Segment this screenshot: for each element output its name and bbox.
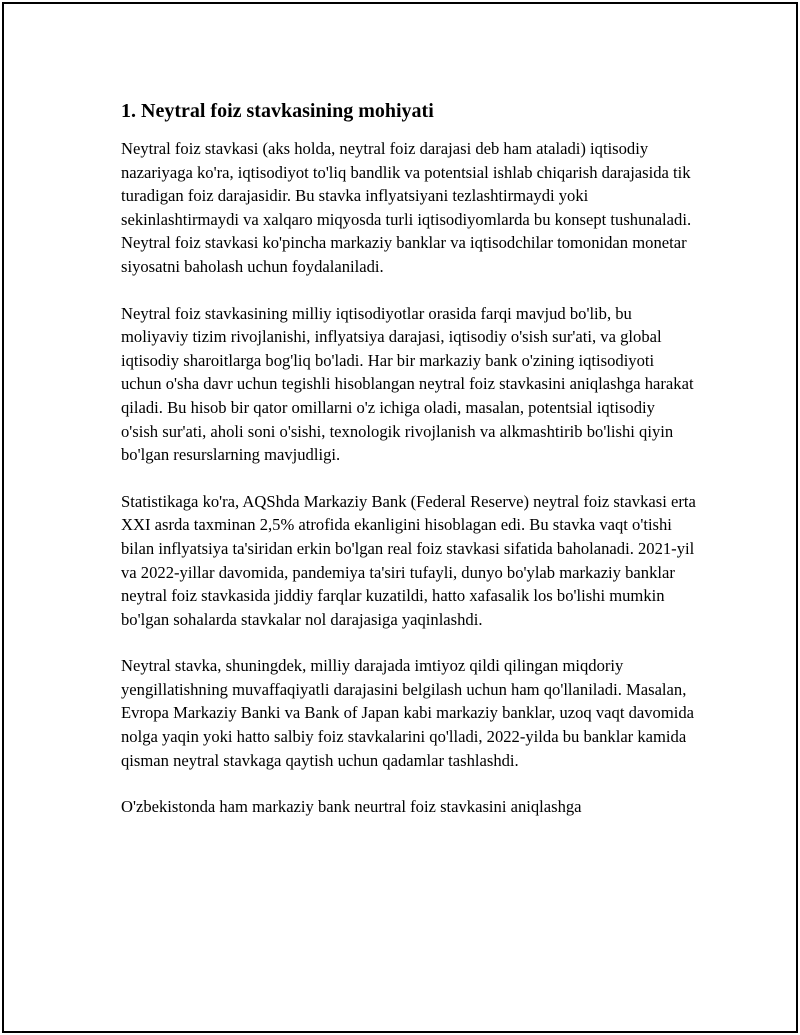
paragraph-2: Neytral foiz stavkasining milliy iqtisodiyotlar orasida farqi mavjud bo'lib, bu moliyaviy tizim rivojlanishi, inflyatsiya darajasi, iqtisodiy o'sish sur'ati, va global iqtisodiy sharoitlarga bog'liq bo'ladi. Har bir markaziy bank o'zining iqtisodiyoti uchun o'sha davr uchun tegishli hisoblangan neytral foiz stavkasini aniqlashga harakat qiladi. Bu hisob bir qator omillarni o'z ichiga oladi, masalan, potentsial iqtisodiy o'sish sur'ati, aholi soni o'sishi, texnologik rivojlanish va alkmashtirib bo'lishi qiyin bo'lgan resurslarning mavjudligi. [121, 303, 694, 465]
document-body [121, 98, 696, 842]
paragraph-3: Statistikaga ko'ra, AQShda Markaziy Bank (Federal Reserve) neytral foiz stavkasi erta XXI asrda taxminan 2,5% atrofida ekanligini hisoblagan edi. Bu stavka vaqt o'tishi bilan inflyatsiya ta'siridan erkin bo'lgan real foiz stavkasi sifatida baholanadi. 2021-yil va 2022-yillar davomida, pandemiya ta'siri tufayli, dunyo bo'ylab markaziy banklar neytral foiz stavkasida jiddiy farqlar kuzatildi, hatto xafasalik los bo'lishi mumkin bo'lgan sohalarda stavkalar nol darajasiga yaqinlashdi. [121, 491, 696, 629]
section-heading: 1. Neytral foiz stavkasining mohiyati [121, 100, 434, 122]
document-page [2, 2, 798, 1033]
paragraph-5: O'zbekistonda ham markaziy bank neurtral foiz stavkasini aniqlashga [121, 797, 582, 817]
paragraph-1: Neytral foiz stavkasi (aks holda, neytral foiz darajasi deb ham ataladi) iqtisodiy nazariyaga ko'ra, iqtisodiyot to'liq bandlik va potentsial ishlab chiqarish darajasida tik turadigan foiz darajasidir. Bu stavka inflyatsiyani tezlashtirmaydi yoki sekinlashtirmaydi va xalqaro miqyosda turli iqtisodiyomlarda bu konsept tushunaladi. Neytral foiz stavkasi ko'pincha markaziy banklar va iqtisodchilar tomonidan monetar siyosatni baholash uchun foydalaniladi. [121, 139, 692, 276]
paragraph-4: Neytral stavka, shuningdek, milliy darajada imtiyoz qildi qilingan miqdoriy yengillatishning muvaffaqiyatli darajasini belgilash uchun ham qo'llaniladi. Masalan, Evropa Markaziy Banki va Bank of Japan kabi markaziy banklar, uzoq vaqt davomida nolga yaqin yoki hatto salbiy foiz stavkalarini qo'lladi, 2022-yilda bu banklar kamida qisman neytral stavkaga qaytish uchun qadamlar tashlashdi. [121, 656, 695, 770]
